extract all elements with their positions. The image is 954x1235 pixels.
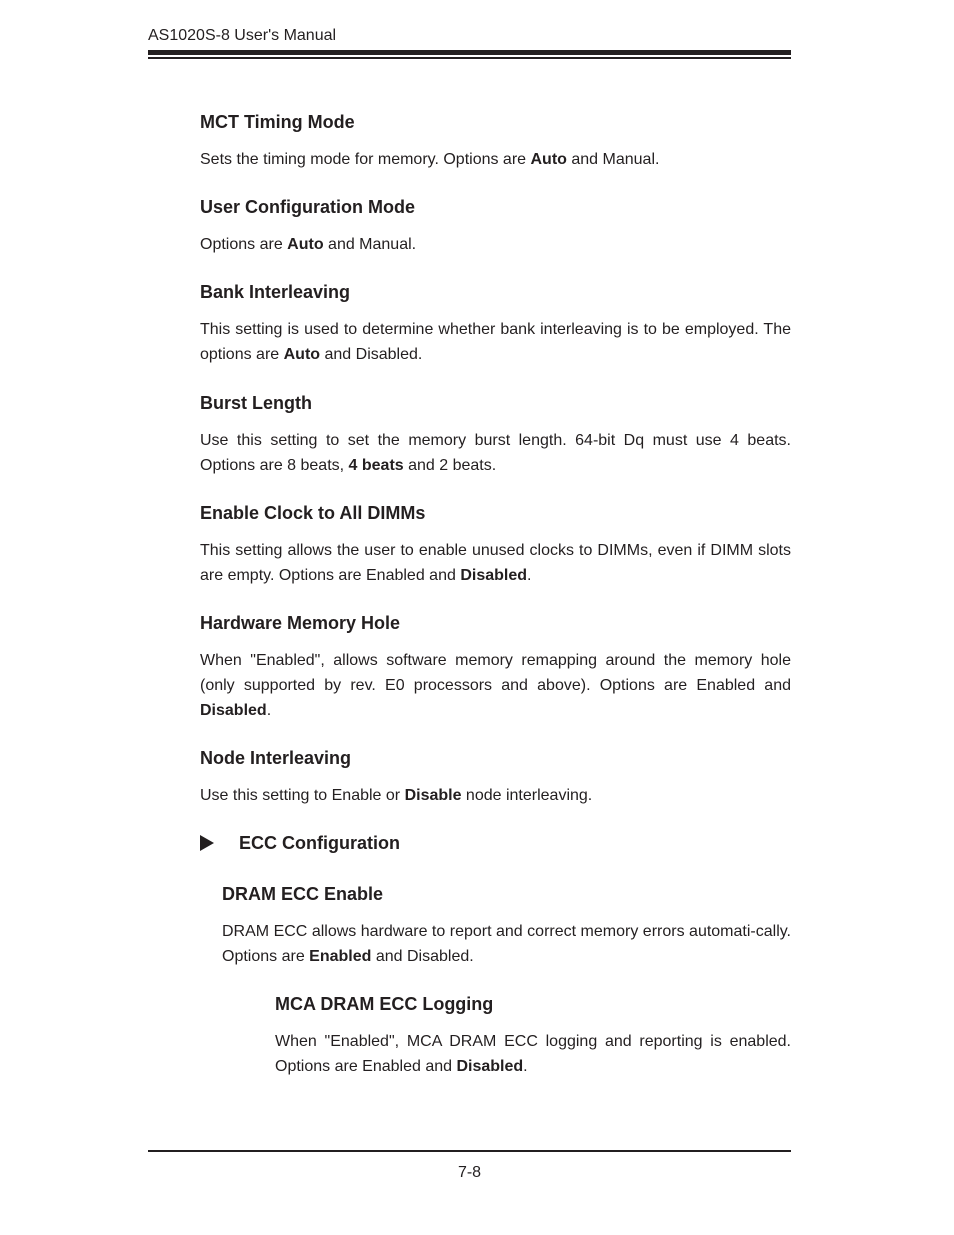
ecc-configuration-heading	[200, 832, 400, 854]
body-text: When "Enabled", MCA DRAM ECC logging and reporting is enabled. Options are Enabled and	[275, 1033, 791, 1075]
body-text: .	[266, 702, 272, 719]
section-heading: Enable Clock to All DIMMs	[200, 503, 426, 523]
body-text: .	[527, 567, 532, 584]
body-text: .	[523, 1058, 528, 1075]
bold-option-text: Auto	[287, 236, 324, 253]
section-enable-clock	[200, 502, 791, 588]
page-number: 7-8	[457, 1164, 482, 1181]
body-text: Sets the timing mode for memory. Options are	[200, 151, 531, 168]
section-body	[200, 538, 791, 588]
body-text: and Disabled.	[320, 346, 423, 363]
bold-option-text: Auto	[283, 346, 321, 363]
body-text: and Manual.	[323, 236, 417, 253]
section-mca-dram-ecc-logging	[275, 993, 791, 1079]
body-text: node interleaving.	[461, 787, 593, 804]
section-heading: MCT Timing Mode	[200, 112, 355, 132]
bold-option-text: Disabled	[200, 702, 267, 719]
section-user-configuration-mode	[200, 196, 791, 257]
body-text: and Manual.	[566, 151, 660, 168]
bold-option-text: Auto	[530, 151, 567, 168]
section-heading: Bank Interleaving	[200, 282, 351, 302]
body-text: Use this setting to Enable or	[200, 787, 405, 804]
section-node-interleaving	[200, 747, 791, 808]
section-body	[200, 783, 791, 808]
body-text: When "Enabled", allows software memory remapping around the memory hole (only supported by rev. E0 processors and above). Options are Enabled and	[200, 652, 791, 694]
section-heading: MCA DRAM ECC Logging	[275, 994, 494, 1014]
section-heading: User Configuration Mode	[200, 197, 415, 217]
section-heading: Hardware Memory Hole	[200, 613, 401, 633]
footer-rule	[148, 1150, 791, 1152]
bold-option-text: Disable	[404, 787, 462, 804]
ecc-heading-label: ECC Configuration	[239, 833, 400, 853]
section-body	[200, 648, 791, 723]
section-heading: Node Interleaving	[200, 748, 352, 768]
section-body	[200, 317, 791, 367]
section-dram-ecc-enable	[222, 883, 791, 969]
section-body	[275, 1029, 791, 1079]
running-header: AS1020S-8 User's Manual	[148, 27, 337, 44]
section-heading: Burst Length	[200, 393, 312, 413]
bold-option-text: Disabled	[456, 1058, 524, 1075]
bold-option-text: Disabled	[460, 567, 527, 584]
body-text: DRAM ECC allows hardware to report and correct memory errors automati-cally. Options are	[222, 923, 791, 965]
section-hardware-memory-hole	[200, 612, 791, 723]
section-bank-interleaving	[200, 281, 791, 367]
section-body	[200, 147, 791, 172]
body-text: Use this setting to set the memory burst length. 64-bit Dq must use 4 beats. Options are 8 beats,	[200, 432, 791, 474]
section-burst-length	[200, 392, 791, 478]
header-rule	[148, 50, 791, 55]
section-body	[200, 428, 791, 478]
body-text: This setting allows the user to enable unused clocks to DIMMs, even if DIMM slots are empty. Options are Enabled and	[200, 542, 791, 584]
bold-option-text: Enabled	[309, 948, 372, 965]
bold-option-text: 4 beats	[348, 457, 404, 474]
triangle-bullet-icon	[200, 835, 214, 851]
body-text: and 2 beats.	[403, 457, 497, 474]
section-body	[222, 919, 791, 969]
body-text: Options are	[200, 236, 288, 253]
section-body	[200, 232, 791, 257]
body-text: and Disabled.	[371, 948, 474, 965]
body-text: This setting is used to determine whether bank interleaving is to be employed. The options are	[200, 321, 791, 363]
header-rule-thin	[148, 57, 791, 59]
section-mct-timing-mode	[200, 111, 791, 172]
section-heading: DRAM ECC Enable	[222, 884, 384, 904]
